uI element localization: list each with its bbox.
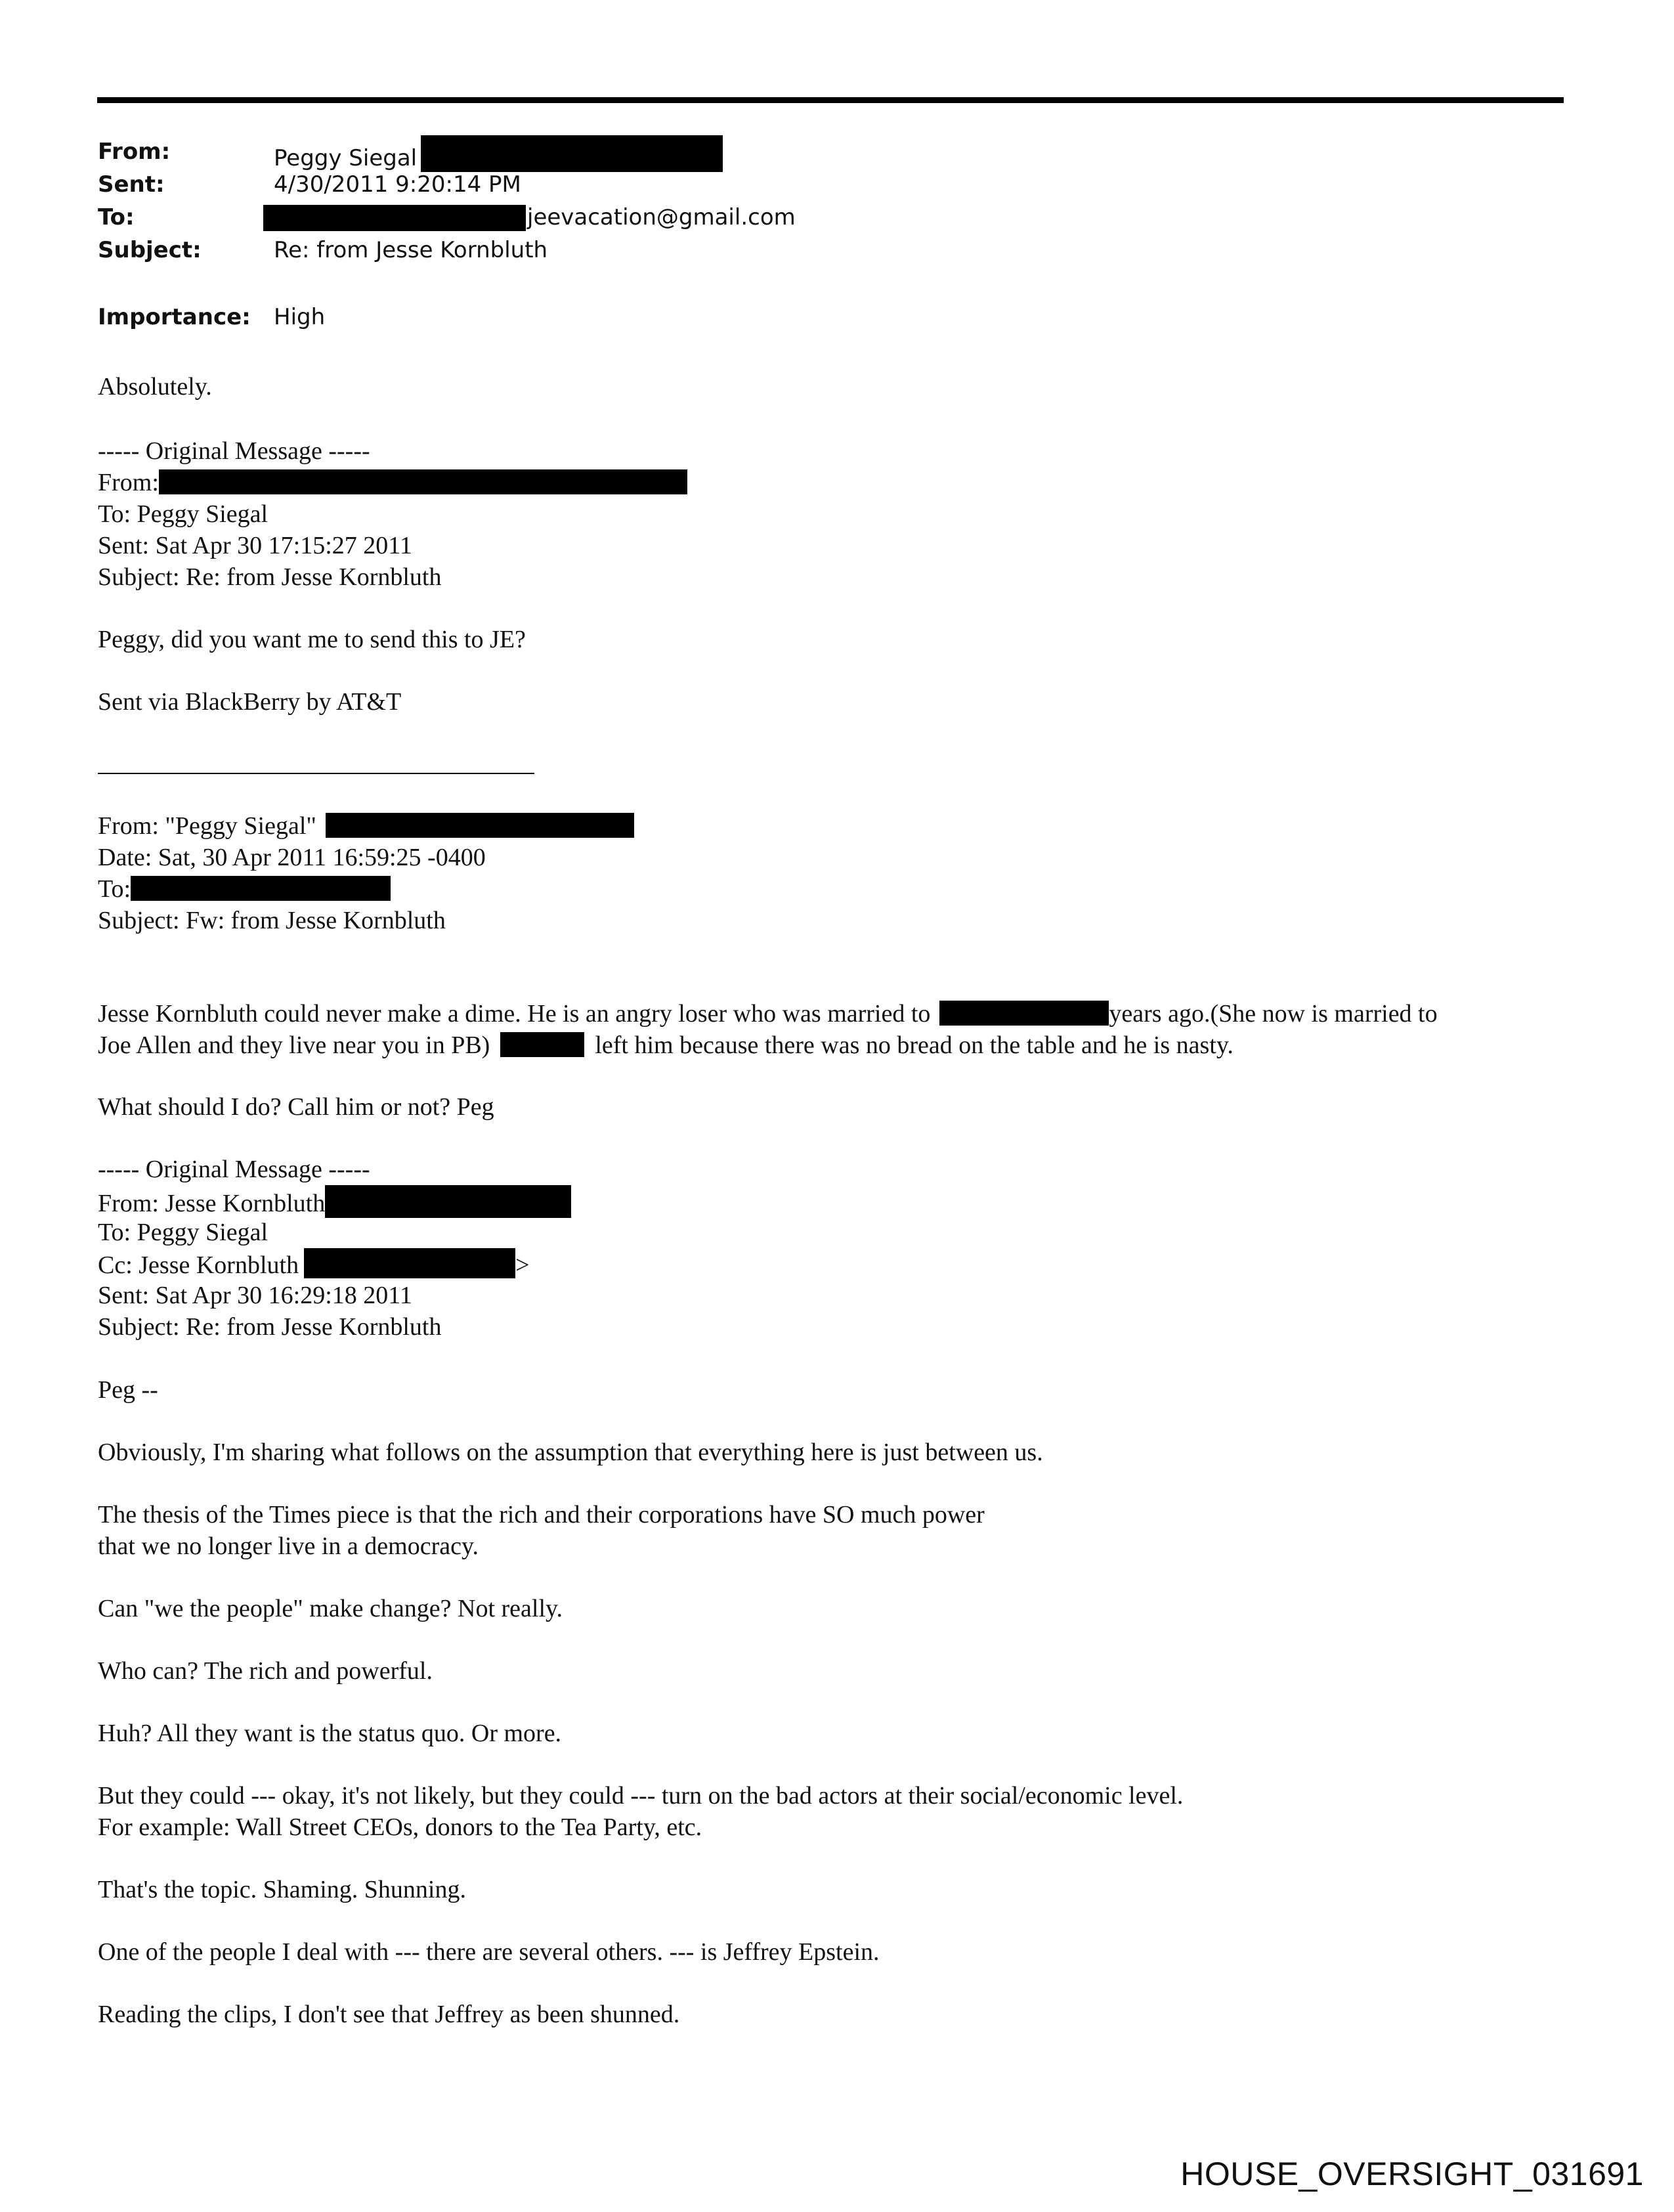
original-message-divider: ----- Original Message ----- <box>98 1156 370 1183</box>
sent-value: 4/30/2011 9:20:14 PM <box>274 171 521 198</box>
forward-para2: What should I do? Call him or not? Peg <box>98 1093 494 1121</box>
original2-p8: One of the people I deal with --- there are several others. --- is Jeffrey Epstein. <box>98 1938 880 1966</box>
redaction-block <box>939 1001 1109 1026</box>
from-label: From: <box>98 139 171 165</box>
separator-line <box>98 773 534 774</box>
forward-to: To: <box>98 873 391 905</box>
original2-p1: Obviously, I'm sharing what follows on the assumption that everything here is just between us. <box>98 1439 1043 1466</box>
redaction-block <box>325 1185 571 1218</box>
original2-from: From: Jesse Kornbluth <box>98 1185 571 1219</box>
subject-value: Re: from Jesse Kornbluth <box>274 237 548 263</box>
redaction-block <box>263 205 526 231</box>
subject-label: Subject: <box>98 237 202 263</box>
redaction-block <box>304 1248 515 1278</box>
original2-greeting: Peg -- <box>98 1376 158 1404</box>
redaction-block <box>131 876 391 901</box>
forward-subject: Subject: Fw: from Jesse Kornbluth <box>98 907 446 934</box>
to-label: To: <box>98 204 135 230</box>
original2-p6-line1: But they could --- okay, it's not likely, but they could --- turn on the bad actors at their social/economic level. <box>98 1782 1184 1810</box>
redaction-block <box>421 135 723 172</box>
original2-p2-line1: The thesis of the Times piece is that the rich and their corporations have SO much power <box>98 1501 985 1529</box>
forward-date: Date: Sat, 30 Apr 2011 16:59:25 -0400 <box>98 844 486 871</box>
original1-subject: Subject: Re: from Jesse Kornbluth <box>98 563 442 591</box>
original1-sent: Sent: Sat Apr 30 17:15:27 2011 <box>98 532 412 559</box>
forward-para1-line2: Joe Allen and they live near you in PB) left him because there was no bread on the table and he is nasty. <box>98 1031 1234 1059</box>
original2-subject: Subject: Re: from Jesse Kornbluth <box>98 1313 442 1341</box>
original2-p2-line2: that we no longer live in a democracy. <box>98 1532 479 1560</box>
redaction-block <box>159 469 687 494</box>
original2-sent: Sent: Sat Apr 30 16:29:18 2011 <box>98 1282 412 1309</box>
reply-body: Absolutely. <box>98 373 212 401</box>
original2-p5: Huh? All they want is the status quo. Or more. <box>98 1720 562 1747</box>
original2-p9: Reading the clips, I don't see that Jeffrey as been shunned. <box>98 2001 680 2028</box>
original-message-divider: ----- Original Message ----- <box>98 437 370 465</box>
original2-cc: Cc: Jesse Kornbluth > <box>98 1248 530 1281</box>
from-value: Peggy Siegal <box>274 135 723 175</box>
forward-from: From: "Peggy Siegal" <box>98 810 634 842</box>
original1-body: Peggy, did you want me to send this to JE? <box>98 626 526 653</box>
original2-p6-line2: For example: Wall Street CEOs, donors to the Tea Party, etc. <box>98 1813 702 1841</box>
original2-to: To: Peggy Siegal <box>98 1219 268 1246</box>
original2-p4: Who can? The rich and powerful. <box>98 1657 433 1685</box>
sent-label: Sent: <box>98 171 165 198</box>
bates-number: HOUSE_OVERSIGHT_031691 <box>1180 2156 1644 2192</box>
original2-p7: That's the topic. Shaming. Shunning. <box>98 1876 466 1903</box>
original2-p3: Can "we the people" make change? Not really. <box>98 1595 563 1622</box>
importance-label: Importance: <box>98 304 251 330</box>
importance-value: High <box>274 304 326 330</box>
to-value: jeevacation@gmail.com <box>527 204 796 230</box>
forward-para1-line1: Jesse Kornbluth could never make a dime. He is an angry loser who was married to years ago.(She now is married to <box>98 1000 1438 1028</box>
original1-to: To: Peggy Siegal <box>98 500 268 528</box>
top-rule <box>97 97 1564 103</box>
redaction-block <box>500 1032 584 1057</box>
original1-from: From: <box>98 467 687 498</box>
original1-signature: Sent via BlackBerry by AT&T <box>98 688 402 716</box>
redaction-block <box>326 813 634 838</box>
